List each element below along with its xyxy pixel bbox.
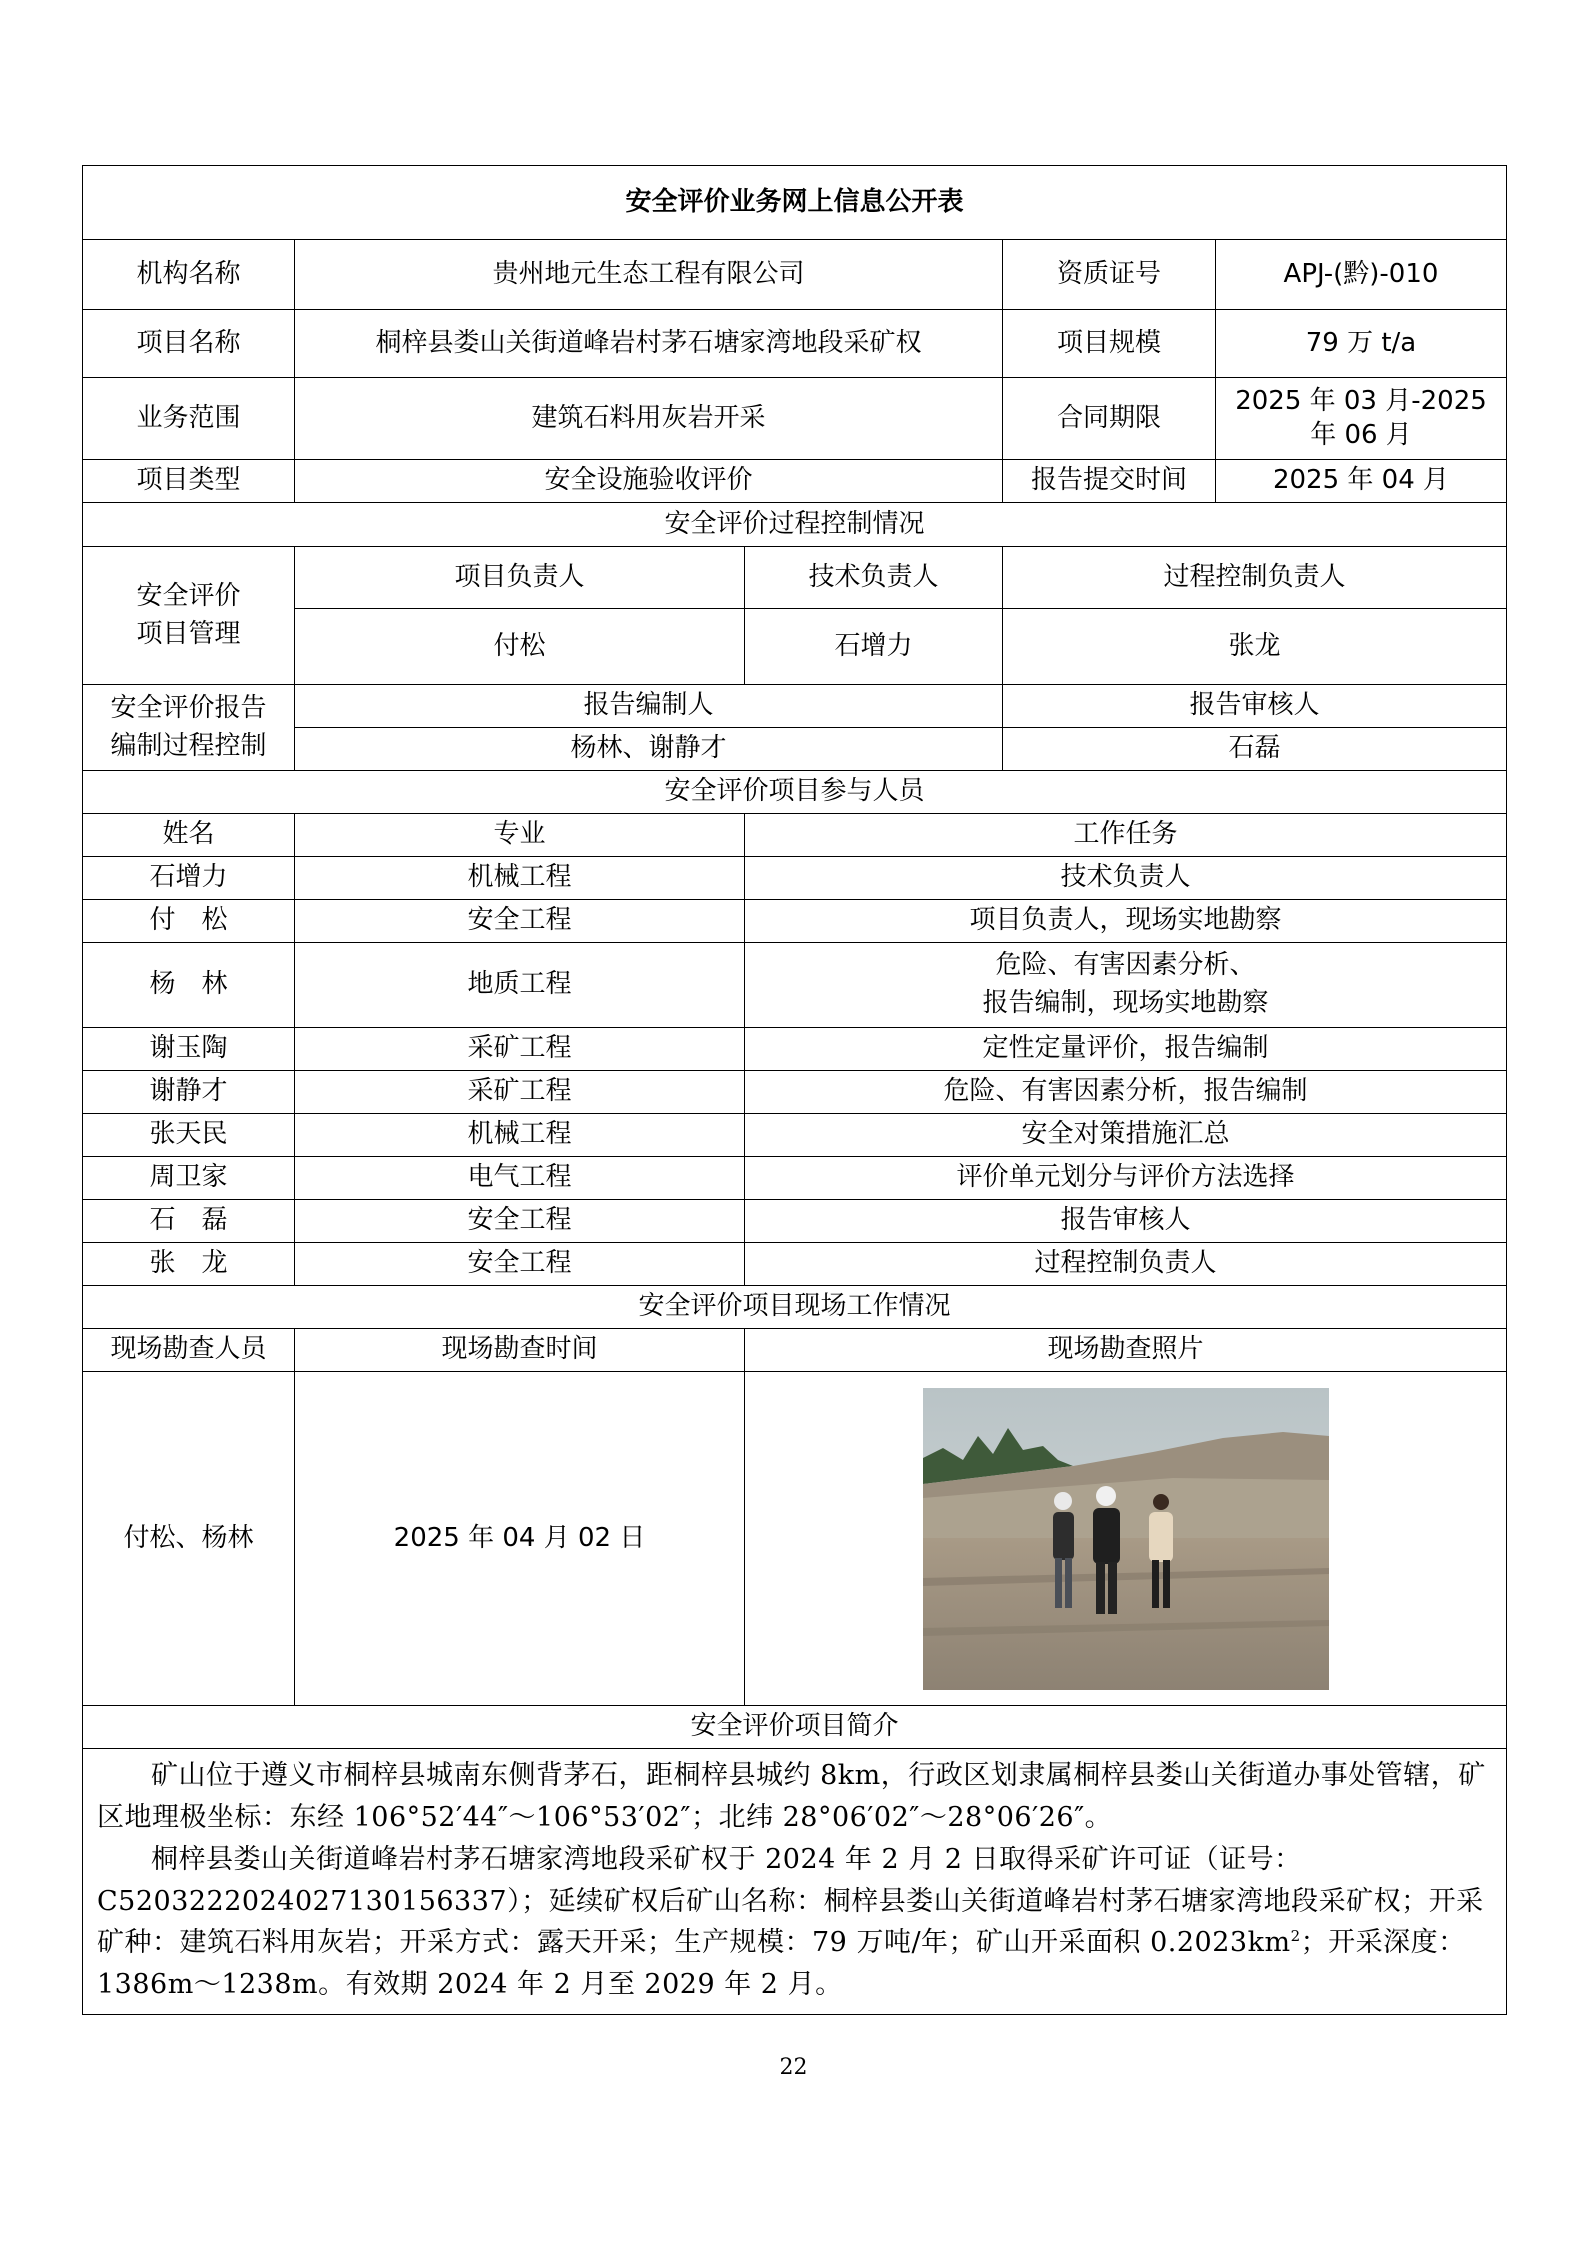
intro-paragraph-2-tail: ；开采深度：1386m～1238m。有效期 2024 年 2 月至 2029 年 2 月。: [97, 1927, 1466, 2001]
site-heading: 安全评价项目现场工作情况: [83, 1286, 1507, 1329]
participant-name: 张 龙: [83, 1243, 295, 1286]
participant-name: 谢玉陶: [83, 1028, 295, 1071]
scope-value: 建筑石料用灰岩开采: [295, 378, 1003, 460]
intro-paragraph-2-text: 桐梓县娄山关街道峰岩村茅石塘家湾地段采矿权于 2024 年 2 月 2 日取得采矿许可证（证号：C5203222024027130156337）；延续矿权后矿山名称：桐梓县娄山关街道峰岩村茅石塘家湾地段采矿权；开采矿种：建筑石料用灰岩；开采方式：露天开采；生产规模：79 万吨/年；矿山开采面积 0.2023km: [97, 1843, 1484, 1959]
participant-task: 过程控制负责人: [745, 1243, 1507, 1286]
participant-task-line1: 危险、有害因素分析、: [995, 950, 1256, 981]
info-disclosure-table: [82, 165, 1507, 2015]
contract-value: 2025 年 03 月-2025 年 06 月: [1216, 378, 1507, 460]
org-label: 机构名称: [83, 240, 295, 310]
org-value: 贵州地元生态工程有限公司: [295, 240, 1003, 310]
submit-value: 2025 年 04 月: [1216, 460, 1507, 503]
tech-lead-header: 技术负责人: [745, 547, 1003, 609]
cert-label: 资质证号: [1003, 240, 1216, 310]
reviewer-header: 报告审核人: [1003, 685, 1507, 728]
participant-task: 技术负责人: [745, 857, 1507, 900]
participant-task: 报告审核人: [745, 1200, 1507, 1243]
participant-major: 安全工程: [295, 1243, 745, 1286]
participant-task: 危险、有害因素分析，报告编制: [745, 1071, 1507, 1114]
table-row: [83, 1200, 1507, 1243]
project-lead-value: 付松: [295, 609, 745, 685]
participant-major: 采矿工程: [295, 1028, 745, 1071]
participant-task-line2: 报告编制，现场实地勘察: [982, 988, 1269, 1018]
scale-label: 项目规模: [1003, 310, 1216, 378]
participant-task: 评价单元划分与评价方法选择: [745, 1157, 1507, 1200]
site-date-value: 2025 年 04 月 02 日: [295, 1372, 745, 1706]
cert-value: APJ-(黔)-010: [1216, 240, 1507, 310]
mgmt-label-line1: 安全评价: [136, 580, 241, 611]
participant-task: 定性定量评价，报告编制: [745, 1028, 1507, 1071]
name-header: 姓名: [83, 814, 295, 857]
participant-name: 石增力: [83, 857, 295, 900]
page-number: 22: [779, 2055, 808, 2080]
participant-name: 谢静才: [83, 1071, 295, 1114]
compiler-value: 杨林、谢静才: [295, 728, 1003, 771]
table-row: [83, 1157, 1507, 1200]
mgmt-label: [83, 547, 295, 685]
table-row: [83, 900, 1507, 943]
tech-lead-value: 石增力: [745, 609, 1003, 685]
project-label: 项目名称: [83, 310, 295, 378]
participant-major: 机械工程: [295, 1114, 745, 1157]
participant-name: 付 松: [83, 900, 295, 943]
report-control-label: [83, 685, 295, 771]
table-row: [83, 1071, 1507, 1114]
intro-heading: 安全评价项目简介: [83, 1706, 1507, 1749]
table-row: [83, 1028, 1507, 1071]
participant-major: 安全工程: [295, 1200, 745, 1243]
participant-task: [745, 943, 1507, 1028]
type-value: 安全设施验收评价: [295, 460, 1003, 503]
process-lead-header: 过程控制负责人: [1003, 547, 1507, 609]
table-row: [83, 1114, 1507, 1157]
participant-major: 安全工程: [295, 900, 745, 943]
participant-task: 项目负责人，现场实地勘察: [745, 900, 1507, 943]
intro-body: [83, 1749, 1507, 2015]
process-heading: 安全评价过程控制情况: [83, 503, 1507, 547]
task-header: 工作任务: [745, 814, 1507, 857]
report-label-line1: 安全评价报告: [110, 692, 267, 723]
participant-name: 张天民: [83, 1114, 295, 1157]
table-row: [83, 1243, 1507, 1286]
participant-name: 石 磊: [83, 1200, 295, 1243]
process-lead-value: 张龙: [1003, 609, 1507, 685]
intro-paragraph-2: [97, 1839, 1498, 2006]
participant-name: 周卫家: [83, 1157, 295, 1200]
participant-name: 杨 林: [83, 943, 295, 1028]
scale-value: 79 万 t/a: [1216, 310, 1507, 378]
site-photo-header: 现场勘查照片: [745, 1329, 1507, 1372]
project-value: 桐梓县娄山关街道峰岩村茅石塘家湾地段采矿权: [295, 310, 1003, 378]
reviewer-value: 石磊: [1003, 728, 1507, 771]
table-row: [83, 857, 1507, 900]
site-people-value: 付松、杨林: [83, 1372, 295, 1706]
intro-paragraph-1: 矿山位于遵义市桐梓县城南东侧背茅石，距桐梓县城约 8km，行政区划隶属桐梓县娄山关街道办事处管辖，矿区地理极坐标：东经 106°52′44″～106°53′02″；北纬 28°06′02″～28°06′26″。: [97, 1760, 1486, 1833]
site-date-header: 现场勘查时间: [295, 1329, 745, 1372]
compiler-header: 报告编制人: [295, 685, 1003, 728]
project-lead-header: 项目负责人: [295, 547, 745, 609]
participant-major: 机械工程: [295, 857, 745, 900]
participant-task: 安全对策措施汇总: [745, 1114, 1507, 1157]
submit-label: 报告提交时间: [1003, 460, 1216, 503]
contract-label: 合同期限: [1003, 378, 1216, 460]
major-header: 专业: [295, 814, 745, 857]
site-survey-photo: [923, 1388, 1329, 1690]
participant-major: 采矿工程: [295, 1071, 745, 1114]
report-label-line2: 编制过程控制: [110, 730, 267, 761]
participant-major: 电气工程: [295, 1157, 745, 1200]
participant-major: 地质工程: [295, 943, 745, 1028]
area-unit-superscript: 2: [1290, 1927, 1301, 1946]
table-row: [83, 943, 1507, 1028]
mgmt-label-line2: 项目管理: [136, 618, 241, 649]
scope-label: 业务范围: [83, 378, 295, 460]
site-people-header: 现场勘查人员: [83, 1329, 295, 1372]
site-photo-cell: [745, 1372, 1507, 1706]
type-label: 项目类型: [83, 460, 295, 503]
table-title: 安全评价业务网上信息公开表: [83, 166, 1507, 240]
participants-heading: 安全评价项目参与人员: [83, 771, 1507, 814]
